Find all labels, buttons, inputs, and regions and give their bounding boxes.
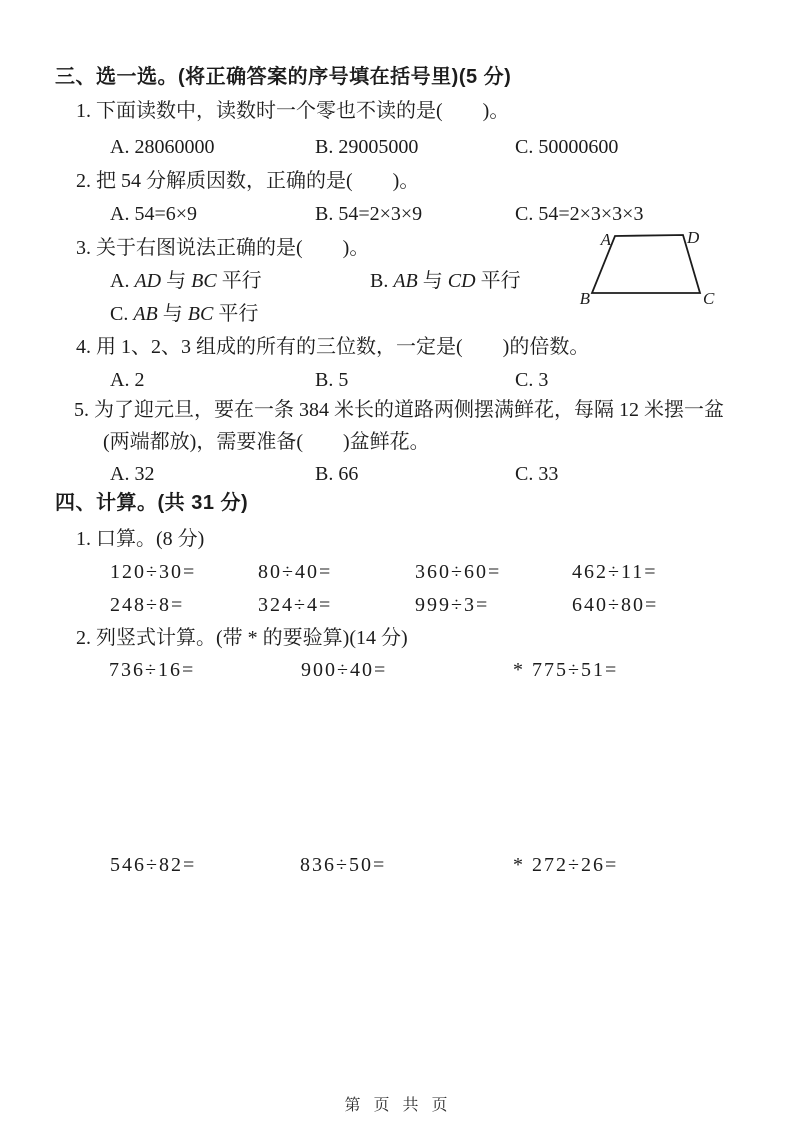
- section-4-title: 四、计算。(共 31 分): [55, 492, 249, 514]
- segment-ad: AD: [134, 270, 162, 292]
- option-b: B. 54=2×3×9: [315, 203, 423, 225]
- question-5-text-line2: (两端都放)，需要准备( )盆鲜花。: [103, 431, 430, 453]
- option-b-suffix: 平行: [475, 270, 521, 292]
- question-4-options: [0, 369, 793, 392]
- option-b-conj: 与: [417, 270, 448, 292]
- option-a: A. 32: [110, 463, 155, 485]
- question-5-text-line1: 5. 为了迎元旦，要在一条 384 米长的道路两侧摆满鲜花，每隔 12 米摆一盆: [74, 399, 724, 421]
- page-footer: 第 页 共 页: [344, 1097, 449, 1114]
- segment-bc: BC: [191, 270, 217, 292]
- oral-expression: 360÷60=: [415, 561, 502, 583]
- oral-expression: 120÷30=: [110, 561, 197, 583]
- option-c-prefix: C.: [110, 303, 134, 325]
- option-b: B. 29005000: [315, 136, 419, 158]
- vertical-expression-check: * 775÷51=: [513, 659, 619, 681]
- question-4-text: 4. 用 1、2、3 组成的所有的三位数，一定是( )的倍数。: [76, 336, 590, 358]
- option-a: A. 54=6×9: [110, 203, 198, 225]
- oral-expression: 999÷3=: [415, 594, 490, 616]
- oral-expression: 640÷80=: [572, 594, 659, 616]
- option-c: C. 50000600: [515, 136, 619, 158]
- segment-ab: AB: [393, 270, 418, 292]
- oral-expression: 324÷4=: [258, 594, 333, 616]
- option-a-prefix: A.: [110, 270, 135, 292]
- vertex-label-b: B: [579, 289, 590, 308]
- section-3-title: 三、选一选。(将正确答案的序号填在括号里)(5 分): [55, 66, 512, 88]
- oral-calc-row-2: [0, 594, 793, 617]
- vertex-label-d: D: [687, 228, 700, 247]
- vertical-expression: 836÷50=: [300, 854, 387, 876]
- option-a: A. 2: [110, 369, 145, 391]
- option-b: [370, 270, 521, 293]
- question-2-text: 2. 把 54 分解质因数，正确的是( )。: [76, 170, 420, 192]
- vertex-label-a: A: [600, 230, 611, 249]
- vertical-expression: 736÷16=: [109, 659, 196, 681]
- question-1-text: 1. 下面读数中，读数时一个零也不读的是( )。: [76, 100, 510, 122]
- vertical-expression-check: * 272÷26=: [513, 854, 619, 876]
- vertical-expression: 900÷40=: [301, 659, 388, 681]
- oral-expression: 80÷40=: [258, 561, 333, 583]
- option-a-suffix: 平行: [216, 270, 262, 292]
- option-c: C. 33: [515, 463, 559, 485]
- oral-calc-label: 1. 口算。(8 分): [76, 528, 205, 550]
- option-a-conj: 与: [161, 270, 192, 292]
- vertical-expression: 546÷82=: [110, 854, 197, 876]
- vertex-label-c: C: [703, 289, 715, 308]
- option-c: [110, 303, 258, 326]
- vertical-calc-row-1: [0, 659, 793, 682]
- option-c: C. 3: [515, 369, 549, 391]
- segment-cd: CD: [447, 270, 476, 292]
- option-b-prefix: B.: [370, 270, 394, 292]
- oral-expression: 462÷11=: [572, 561, 658, 583]
- segment-ab: AB: [133, 303, 158, 325]
- option-a: A. 28060000: [110, 136, 215, 158]
- question-3-text: 3. 关于右图说法正确的是( )。: [76, 237, 370, 259]
- option-c: C. 54=2×3×3×3: [515, 203, 644, 225]
- option-c-suffix: 平行: [213, 303, 259, 325]
- option-b: B. 66: [315, 463, 359, 485]
- oral-expression: 248÷8=: [110, 594, 185, 616]
- vertical-calc-row-2: [0, 854, 793, 877]
- option-a: [110, 270, 262, 293]
- trapezoid-figure: [565, 220, 725, 315]
- option-b: B. 5: [315, 369, 349, 391]
- option-c-conj: 与: [157, 303, 188, 325]
- oral-calc-row-1: [0, 561, 793, 584]
- segment-bc: BC: [187, 303, 214, 325]
- vertical-calc-label: 2. 列竖式计算。(带 * 的要验算)(14 分): [76, 627, 408, 649]
- question-5-options: [0, 463, 793, 486]
- question-1-options: [0, 136, 793, 159]
